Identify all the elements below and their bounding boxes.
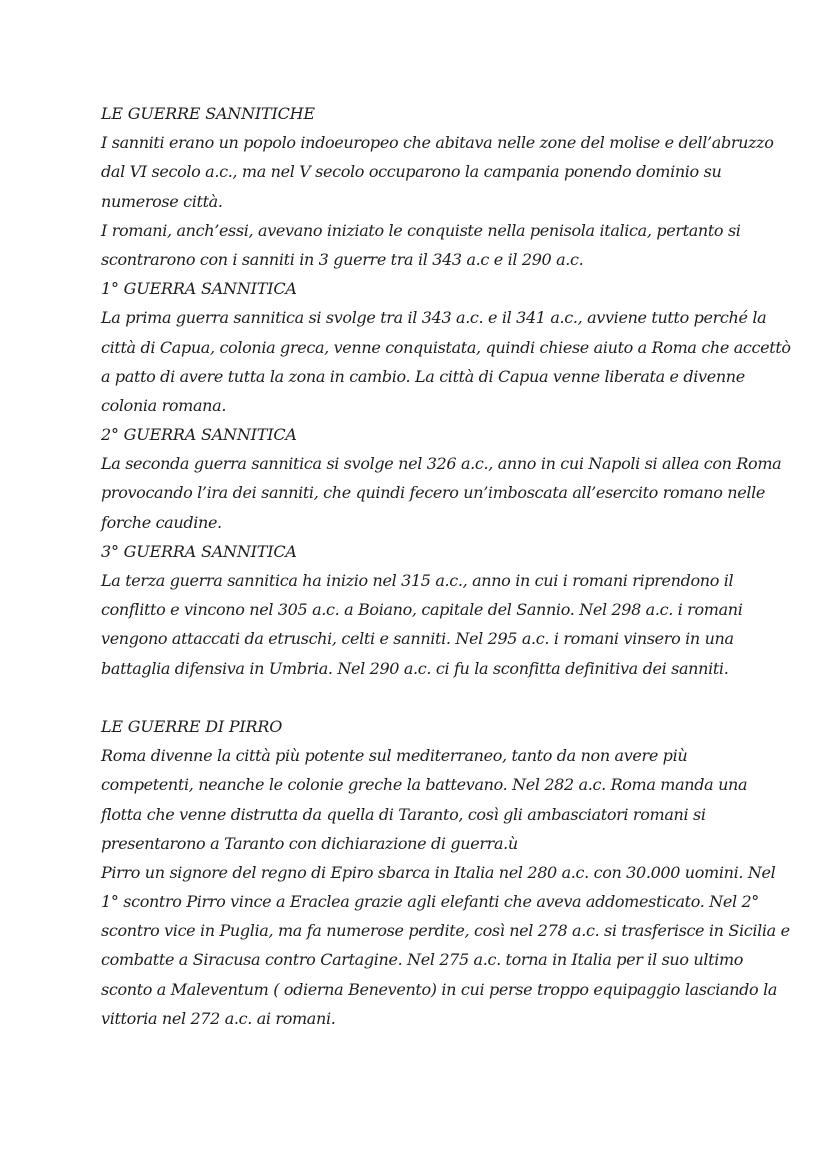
text-line: Pirro un signore del regno di Epiro sbarca in Italia nel 280 a.c. con 30.000 uomini. Nel (101, 862, 776, 882)
text-line: vittoria nel 272 a.c. ai romani. (101, 1008, 336, 1028)
subsection-title: 1° GUERRA SANNITICA (101, 279, 297, 299)
text-line: forche caudine. (101, 512, 222, 532)
section-title: LE GUERRE SANNITICHE (101, 104, 315, 123)
war1-paragraph (101, 303, 791, 420)
text-line: competenti, neanche le colonie greche la battevano. Nel 282 a.c. Roma manda una (101, 775, 748, 795)
text-line: a patto di avere tutta la zona in cambio. La città di Capua venne liberata e divenne (101, 366, 745, 386)
section-guerre-sannitiche (101, 99, 791, 683)
intro-paragraph (101, 128, 774, 274)
section-guerre-di-pirro (101, 712, 790, 1033)
section-spacer (101, 683, 768, 712)
text-line: scontro vice in Puglia, ma fa numerose perdite, così nel 278 a.c. si trasferisce in Sicilia e (101, 921, 790, 941)
text-line: dal VI secolo a.c., ma nel V secolo occuparono la campania ponendo dominio su (101, 162, 722, 182)
war2-paragraph (101, 449, 782, 537)
text-line: flotta che venne distrutta da quella di Taranto, così gli ambasciatori romani si (101, 804, 706, 824)
text-line: I sanniti erano un popolo indoeuropeo che abitava nelle zone del molise e dell’abruzzo (101, 133, 774, 153)
text-line: provocando l’ira dei sanniti, che quindi fecero un’imboscata all’esercito romano nelle (101, 483, 765, 503)
text-line: I romani, anch’essi, avevano iniziato le conquiste nella penisola italica, pertanto si (101, 220, 741, 240)
pirro-paragraph-1 (101, 741, 768, 858)
text-line: città di Capua, colonia greca, venne conquistata, quindi chiese aiuto a Roma che accettò (101, 337, 791, 357)
text-line: scontrarono con i sanniti in 3 guerre tra il 343 a.c e il 290 a.c. (101, 249, 584, 269)
text-line: sconto a Maleventum ( odierna Benevento) in cui perse troppo equipaggio lasciando la (101, 979, 778, 999)
subsection-title: 2° GUERRA SANNITICA (101, 425, 297, 445)
text-line: Roma divenne la città più potente sul mediterraneo, tanto da non avere più (101, 746, 688, 766)
text-line: numerose città. (101, 191, 223, 211)
section-title: LE GUERRE DI PIRRO (101, 716, 283, 736)
text-line: La prima guerra sannitica si svolge tra il 343 a.c. e il 341 a.c., avviene tutto perché la (101, 308, 767, 328)
text-line: combatte a Siracusa contro Cartagine. Nel 275 a.c. torna in Italia per il suo ultimo (101, 950, 744, 970)
text-line: battaglia difensiva in Umbria. Nel 290 a.c. ci fu la sconfitta definitiva dei sanniti. (101, 658, 729, 678)
text-line: vengono attaccati da etruschi, celti e sanniti. Nel 295 a.c. i romani vinsero in una (101, 629, 734, 649)
text-line: 1° scontro Pirro vince a Eraclea grazie agli elefanti che aveva addomesticato. Nel 2° (101, 892, 759, 912)
text-line: presentarono a Taranto con dichiarazione di guerra.ù (101, 833, 518, 853)
subsection-title: 3° GUERRA SANNITICA (101, 541, 297, 561)
war3-paragraph (101, 566, 768, 683)
text-line: La seconda guerra sannitica si svolge nel 326 a.c., anno in cui Napoli si allea con Roma (101, 454, 782, 474)
text-line: La terza guerra sannitica ha inizio nel 315 a.c., anno in cui i romani riprendono il (101, 571, 734, 590)
pirro-paragraph-2 (101, 858, 790, 1033)
text-line: conflitto e vincono nel 305 a.c. a Boiano, capitale del Sannio. Nel 298 a.c. i romani (101, 600, 743, 620)
text-line: colonia romana. (101, 395, 227, 415)
